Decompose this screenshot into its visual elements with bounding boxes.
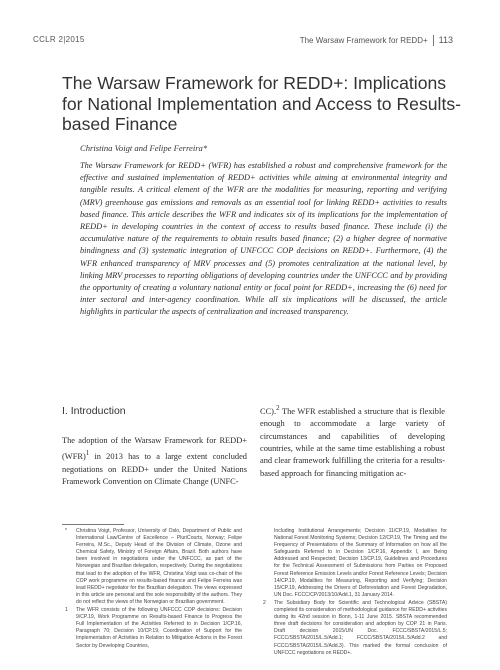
footnote-mark: 1 <box>65 607 68 614</box>
footnote-mark: 2 <box>263 599 266 606</box>
body-text-part: CC). <box>260 406 277 416</box>
body-paragraph <box>260 402 445 480</box>
footnote-ref[interactable]: 2 <box>276 404 280 412</box>
running-header <box>33 33 453 49</box>
footnote-divider <box>62 524 124 525</box>
footnote-mark: * <box>65 528 67 534</box>
journal-issue: CCLR 2|2015 <box>33 35 85 44</box>
body-column-left <box>62 435 247 488</box>
article-abstract <box>80 160 447 319</box>
header-right <box>300 35 453 46</box>
body-text-part: in 2013 has to a large extent concluded negotiations on REDD+ under the United Nations Framework Convention on Climate Change (UNFC- <box>62 452 247 487</box>
footnote-text: Christina Voigt, Professor, University of Oslo, Department of Public and International Law/Centre of Excellence – PluriCourts, Norway; Felipe Ferreira, M.Sc., Deputy Head of the Division of Climate, Ozone and Chemical Safety, Ministry of Foreign Affairs, Brazil. Both authors have been involved in negotiations under the UNFCCC, as part of the Norwegian and Brazilian delegation, respectively. During the negotiations that lead to the adoption of the WFR, Christina Voigt was co-chair of the COP work programme on results-based finance and Felipe Ferreira was lead REDD+ negotiator for the Brazilian delegation. The views expressed in this article are personal and the sole responsibility of the authors. They do not reflect the views of the Norwegian or Brazilian government. <box>76 528 242 605</box>
body-paragraph <box>62 435 247 488</box>
footnote-text: The Subsidiary Body for Scientific and Technological Advice (SBSTA) completed its consideration of methodological guidance for REDD+ activities during its 42nd session in Bonn, 1-11 June 2015. SBSTA recommended three draft decisions for consideration and adoption by COP 21 in Paris. Draft decision 2015/UN Doc. FCCC/SBSTA/2015/L.5; FCCC/SBSTA/2015/L.5/Add.1; FCCC/SBSTA/2015/L.5/Add.2 and FCCC/SBSTA/2015/L.5/Add.3). This marked the formal conclusion of UNFCCC negotiations on REDD+. <box>274 599 447 656</box>
footnotes-right <box>260 528 447 658</box>
header-divider <box>433 35 434 46</box>
footnote-text: The WFR consists of the following UNFCCC COP decisions: Decision 9/CP.19, Work Programme on Results-based Finance to Progress the Full Implementation of the Activities Referred to in Decision 1/CP.16, Paragraph 70; Decision 10/CP.19, Coordination of Support for the Implementation of Activities in Relation to Mitigation Actions in the Forest Sector by Developing Countries, <box>76 607 242 649</box>
footnote-1-continued: Including Institutional Arrangements; Decision 11/CP.19, Modalities for National Forest Monitoring Systems; Decision 12/CP.19, The Timing and the Frequency of Presentations of the Summary of Information on how all the Safeguards Referred to in Decision 1/CP.16, Appendix I, are Being Addressed and Respected; Decision 13/CP.19, Guidelines and Procedures for the Technical Assessment of Submissions from Parties on Proposed Forest Reference Emission Levels and/or Forest Reference Levels; Decision 14/CP.19, Modalities for Measuring, Reporting and Verifying; Decision 15/CP.19, Addressing the Drivers of Deforestation and Forest Degradation, UN Doc. FCCC/CP/2013/10/Add.1, 31 January 2014. <box>274 528 447 598</box>
body-text-part: The WFR established a structure that is flexible enough to accommodate a large variety of circumstances and capabilities of developing countries, while at the same time establishing a robust and clear framework fulfilling the criteria for a results-based approach for financing mitigation ac- <box>260 406 445 478</box>
article-authors: Christina Voigt and Felipe Ferreira* <box>80 143 208 153</box>
footnote-author-info <box>62 528 242 606</box>
body-column-right <box>260 402 445 480</box>
article-title: The Warsaw Framework for REDD+: Implications for National Implementation and Access to Results-based Finance <box>62 73 461 134</box>
footnote-1 <box>62 607 242 650</box>
body-text-part: The adoption of the Warsaw Framework for REDD+ (WFR) <box>62 436 247 462</box>
footnote-2 <box>260 600 447 657</box>
page-number: 113 <box>438 35 453 45</box>
section-heading-introduction: I. Introduction <box>62 405 126 417</box>
running-title: The Warsaw Framework for REDD+ <box>299 36 428 45</box>
footnote-ref[interactable]: 1 <box>85 449 90 458</box>
abstract-text: The Warsaw Framework for REDD+ (WFR) has established a robust and comprehensive framework for the effective and sustained implementation of REDD+ activities while aiming at environmental integrity and tangible results. A critical element of the WFR are the modalities for measuring, reporting and verifying (MRV) greenhouse gas emissions and removals as an essential tool for linking REDD+ activities to results based finance. This article describes the WFR and indicates six of its implications for the implementation of REDD+ in developing countries in the context of access to results based finance. These include (i) the accumulative nature of the requirements to obtain results based finance; (2) a higher degree of normative bindingness and (3) systematic integration of UNFCCC COP decisions on REDD+. Furthermore, (4) the WFR enhanced transparency of MRV processes and (5) promotes centralization at the national level, by linking MRV processes to reporting obligations of developing countries under the UNFCCC and by providing the opportunity of creating a voluntary national entity or focal point for REDD+, increasing the (6) need for inter sectoral and inter-agency coordination. While all six implications will be discussed, the article highlights in particular the aspects of centralization and increased transparency. <box>80 161 447 317</box>
footnotes-left <box>62 528 242 651</box>
